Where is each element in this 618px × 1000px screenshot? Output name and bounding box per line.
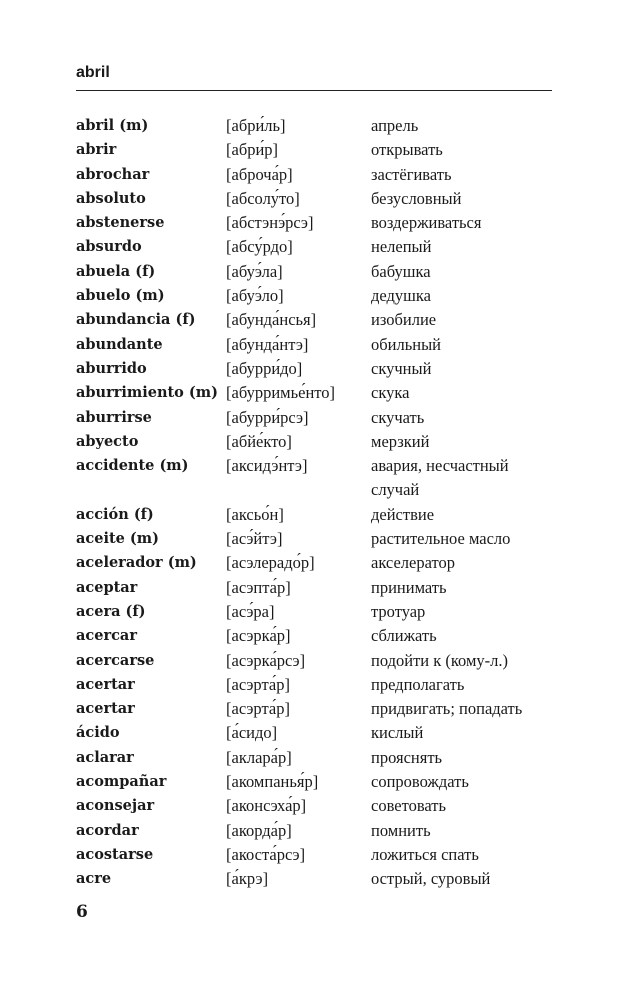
- russian-translation: предполагать: [371, 674, 465, 694]
- spanish-word: acertar: [76, 675, 135, 693]
- dictionary-entry: [76, 721, 556, 745]
- russian-translation: помнить: [371, 820, 431, 840]
- transcription: [абурри́до]: [226, 358, 303, 378]
- russian-translation: воздерживаться: [371, 213, 482, 233]
- dictionary-entry: [76, 114, 556, 138]
- dictionary-entry: [76, 235, 556, 259]
- spanish-word: accidente (m): [76, 457, 189, 475]
- russian-translation: сопровождать: [371, 772, 469, 792]
- dictionary-entries: [76, 114, 556, 892]
- dictionary-entry: [76, 551, 556, 575]
- dictionary-entry: [76, 867, 556, 891]
- transcription: [асэрка́рсэ]: [226, 650, 306, 670]
- running-header: abril: [76, 64, 110, 81]
- spanish-word: abuela (f): [76, 262, 156, 280]
- russian-translation: советовать: [371, 796, 447, 816]
- russian-translation: скучать: [371, 407, 425, 427]
- spanish-word: absoluto: [76, 189, 146, 207]
- dictionary-entry: [76, 673, 556, 697]
- russian-translation: изобилие: [371, 310, 437, 330]
- dictionary-entry: [76, 260, 556, 284]
- dictionary-entry: [76, 843, 556, 867]
- transcription: [абйе́кто]: [226, 431, 292, 451]
- spanish-word: aconsejar: [76, 797, 155, 815]
- russian-translation: авария, несчастный случай: [371, 456, 509, 500]
- dictionary-entry: [76, 697, 556, 721]
- spanish-word: acercar: [76, 627, 137, 645]
- dictionary-entry: [76, 163, 556, 187]
- transcription: [абунда́нтэ]: [226, 334, 309, 354]
- russian-translation: кислый: [371, 723, 424, 743]
- dictionary-entry: [76, 284, 556, 308]
- dictionary-entry: [76, 187, 556, 211]
- header-rule: [76, 90, 552, 91]
- transcription: [акоста́рсэ]: [226, 844, 306, 864]
- russian-translation: дедушка: [371, 286, 431, 306]
- russian-translation: мерзкий: [371, 431, 430, 451]
- spanish-word: abrir: [76, 141, 117, 159]
- dictionary-entry: [76, 527, 556, 551]
- spanish-word: aclarar: [76, 748, 134, 766]
- dictionary-entry: [76, 308, 556, 332]
- spanish-word: aburrirse: [76, 408, 152, 426]
- spanish-word: abrochar: [76, 165, 150, 183]
- dictionary-entry: [76, 624, 556, 648]
- russian-translation: открывать: [371, 140, 443, 160]
- transcription: [акорда́р]: [226, 820, 292, 840]
- russian-translation: бабушка: [371, 261, 431, 281]
- russian-translation: действие: [371, 504, 435, 524]
- dictionary-entry: [76, 794, 556, 818]
- transcription: [аксидэ́нтэ]: [226, 456, 308, 476]
- spanish-word: acción (f): [76, 505, 154, 523]
- spanish-word: aceite (m): [76, 530, 159, 548]
- transcription: [асэпта́р]: [226, 577, 291, 597]
- dictionary-entry: [76, 138, 556, 162]
- russian-translation: острый, суровый: [371, 869, 491, 889]
- russian-translation: сближать: [371, 626, 437, 646]
- spanish-word: aburrido: [76, 359, 147, 377]
- russian-translation: акселератор: [371, 553, 455, 573]
- transcription: [аксьо́н]: [226, 504, 284, 524]
- dictionary-entry: [76, 211, 556, 235]
- dictionary-entry: [76, 430, 556, 454]
- transcription: [абри́ль]: [226, 116, 286, 135]
- spanish-word: acompañar: [76, 773, 167, 791]
- russian-translation: нелепый: [371, 237, 432, 257]
- russian-translation: подойти к (кому-л.): [371, 650, 509, 670]
- spanish-word: abril (m): [76, 117, 149, 134]
- russian-translation: безусловный: [371, 188, 462, 208]
- spanish-word: acostarse: [76, 845, 154, 863]
- spanish-word: absurdo: [76, 238, 142, 256]
- russian-translation: ложиться спать: [371, 844, 479, 864]
- dictionary-entry: [76, 746, 556, 770]
- spanish-word: acera (f): [76, 602, 146, 620]
- russian-translation: апрель: [371, 116, 419, 135]
- spanish-word: acordar: [76, 821, 139, 839]
- dictionary-entry: [76, 381, 556, 405]
- transcription: [абурримье́нто]: [226, 383, 336, 403]
- transcription: [асэ́ра]: [226, 601, 275, 621]
- transcription: [абуэ́ло]: [226, 286, 284, 306]
- transcription: [абсу́рдо]: [226, 237, 293, 257]
- transcription: [аклара́р]: [226, 747, 292, 767]
- russian-translation: растительное масло: [371, 529, 511, 549]
- spanish-word: abyecto: [76, 432, 139, 450]
- russian-translation: придвигать; попадать: [371, 699, 523, 719]
- spanish-word: ácido: [76, 724, 120, 742]
- dictionary-entry: [76, 406, 556, 430]
- russian-translation: тротуар: [371, 601, 426, 621]
- transcription: [асэрта́р]: [226, 699, 290, 719]
- transcription: [абри́р]: [226, 140, 279, 160]
- dictionary-entry: [76, 819, 556, 843]
- transcription: [асэ́йтэ]: [226, 529, 283, 549]
- transcription: [аброча́р]: [226, 164, 293, 184]
- transcription: [а́сидо]: [226, 723, 278, 743]
- transcription: [асэрта́р]: [226, 674, 290, 694]
- spanish-word: abstenerse: [76, 214, 165, 232]
- russian-translation: скучный: [371, 358, 432, 378]
- transcription: [акомпанья́р]: [226, 772, 319, 792]
- russian-translation: скука: [371, 383, 410, 403]
- russian-translation: принимать: [371, 577, 447, 597]
- transcription: [абсолу́то]: [226, 188, 300, 208]
- page-number: 6: [76, 902, 88, 922]
- dictionary-entry: [76, 576, 556, 600]
- dictionary-entry: [76, 503, 556, 527]
- transcription: [аконсэха́р]: [226, 796, 307, 816]
- transcription: [абунда́нсья]: [226, 310, 317, 330]
- transcription: [асэрка́р]: [226, 626, 291, 646]
- transcription: [а́крэ]: [226, 869, 269, 889]
- dictionary-entry: [76, 770, 556, 794]
- russian-translation: застёгивать: [371, 164, 452, 184]
- spanish-word: aburrimiento (m): [76, 384, 218, 402]
- spanish-word: acre: [76, 870, 112, 888]
- spanish-word: acertar: [76, 700, 135, 718]
- dictionary-entry: [76, 649, 556, 673]
- dictionary-entry: [76, 600, 556, 624]
- dictionary-entry: [76, 357, 556, 381]
- transcription: [абурри́рсэ]: [226, 407, 309, 427]
- dictionary-entry: [76, 333, 556, 357]
- transcription: [абуэ́ла]: [226, 261, 283, 281]
- spanish-word: abundancia (f): [76, 311, 196, 329]
- spanish-word: acercarse: [76, 651, 155, 669]
- spanish-word: abuelo (m): [76, 287, 165, 305]
- spanish-word: abundante: [76, 335, 163, 353]
- dictionary-entry: [76, 454, 556, 503]
- russian-translation: обильный: [371, 334, 441, 354]
- russian-translation: прояснять: [371, 747, 443, 767]
- transcription: [абстэнэ́рсэ]: [226, 213, 314, 233]
- transcription: [асэлерадо́р]: [226, 553, 315, 573]
- spanish-word: aceptar: [76, 578, 138, 596]
- spanish-word: acelerador (m): [76, 554, 197, 572]
